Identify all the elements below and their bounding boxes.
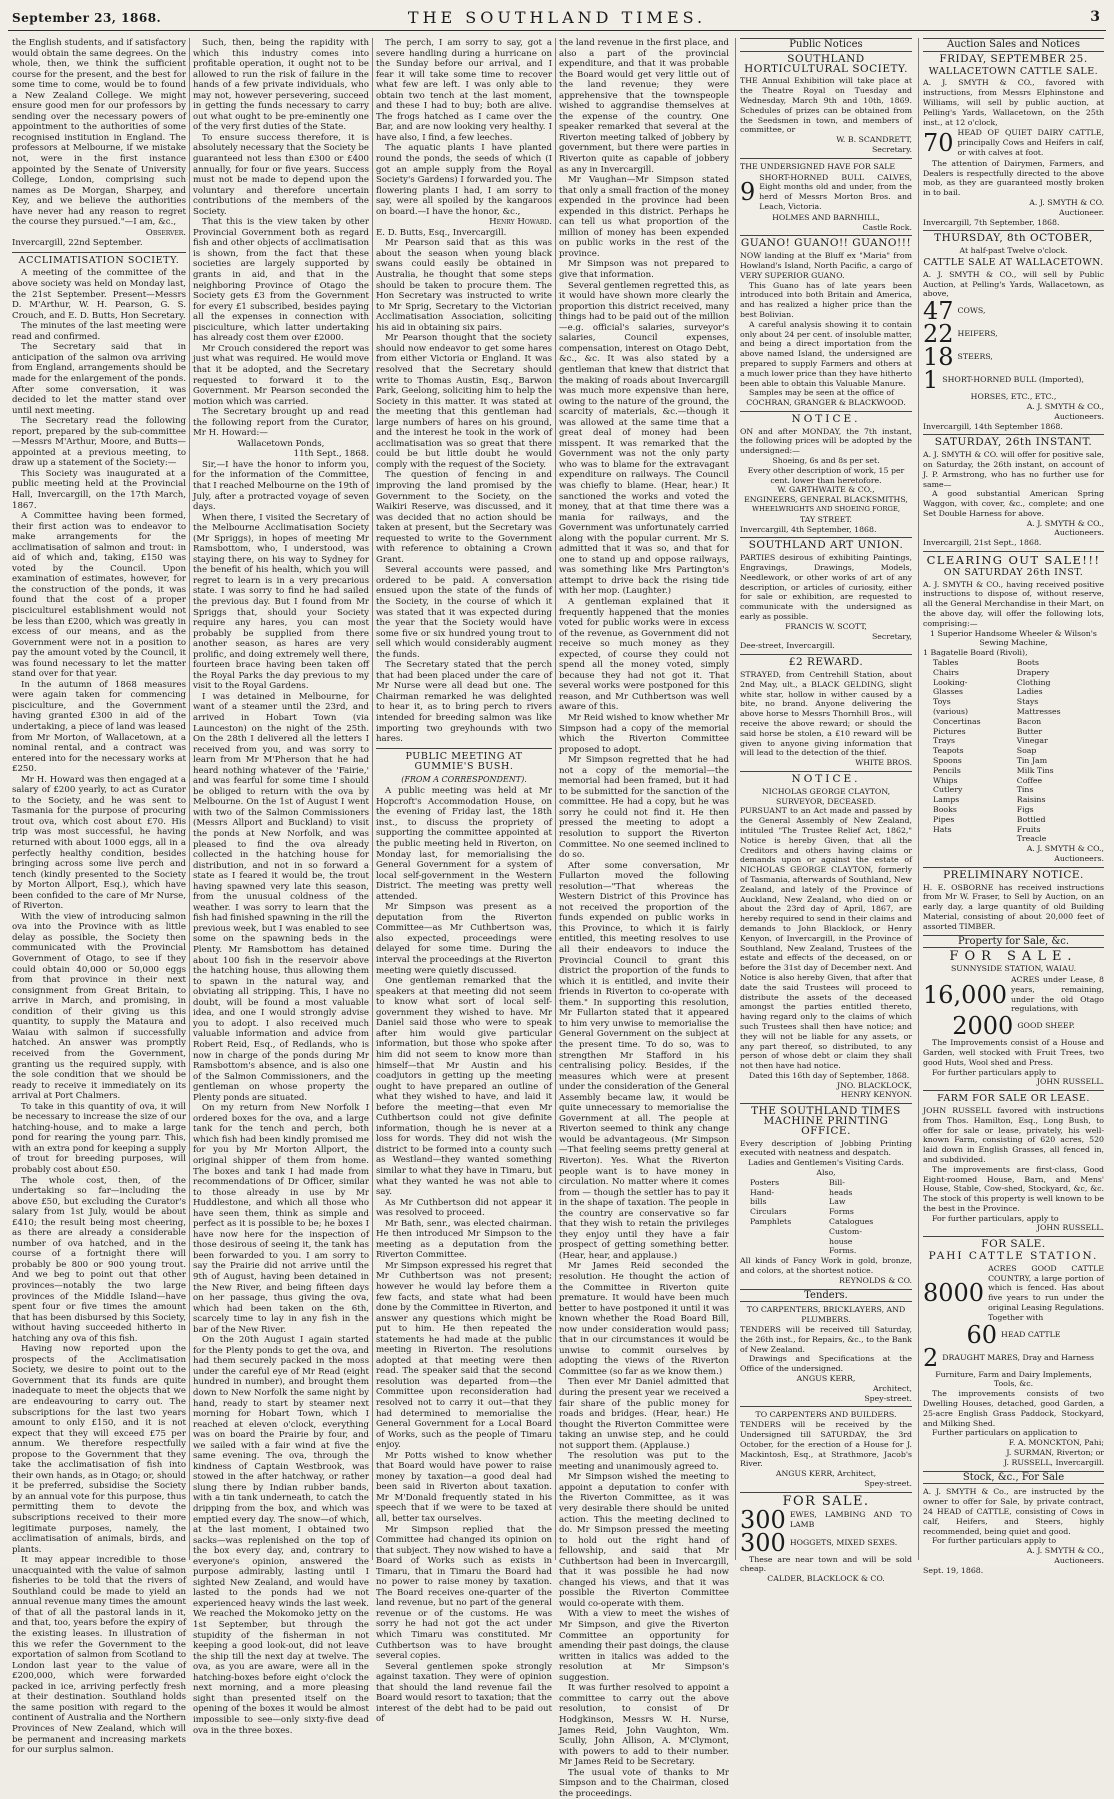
ad-title: FOR SALE. bbox=[981, 1238, 1046, 1251]
lot-item: Whips bbox=[933, 775, 958, 785]
article-paragraph: Mr Simpson was present as a deputation from the Riverton Committee—as Mr Cuthbertson was, also expected, proceedings were delayed for some time. During the interval the proceedings at the Riverton meeting were quietly discussed. bbox=[376, 902, 552, 976]
ad-body: THE Annual Exhibition will take place at the Theatre Royal on Tuesday and Wednesday, March 9th and 10th, 1869. Schedules of prizes can be obtained from the Seedsmen in town, and members of committee, or bbox=[740, 76, 912, 135]
divider bbox=[12, 252, 186, 253]
lot-item: Ladies Stays bbox=[1016, 687, 1043, 707]
ad-signature: JOHN RUSSELL. bbox=[1036, 1077, 1104, 1087]
ad-item: STEERS, bbox=[957, 352, 993, 362]
ad-item: ACRES GOOD CATTLE COUNTRY, a large portion of which is fenced. Has about five years to run under the original Leasing Regulations. Together with bbox=[988, 1263, 1105, 1322]
letter-dateline: Invercargill, 22nd September. bbox=[12, 238, 143, 249]
article-paragraph: The resolution was put to the meeting and unanimously agreed to. bbox=[559, 1451, 729, 1472]
article-paragraph: One gentleman remarked that the speakers at that meeting did not seem to know what sort of local self-government they wished to have. Mr Daniel said those who were to speak after him would give particular information, but those who spoke after him did not seem to know more than himself—that Mr Austin and his coadjutors in getting up the meeting ought to have prepared an outline of what they wished to have, and laid it before the meeting—that even Mr Cuthbertson could not give definite information, though he is never at a loss for words. They did not wish the district to be formed into a county such as Westland—they wanted something similar to what they have in Timaru, but what they wanted he was not able to say. bbox=[376, 976, 552, 1198]
lot-item: Spoons bbox=[933, 756, 962, 766]
lot-item: Teapots bbox=[933, 746, 964, 756]
ad-body: A. J. SMYTH & CO. will offer for positive sale, on Saturday, the 26th instant, on account of J. P. Armstrong, who has no further use for same— bbox=[923, 450, 1104, 489]
article-paragraph: Mr Vaughan—Mr Simpson stated that only a small fraction of the money expended in the province had been expended in this district. Perhaps he can tell us what proportion of the million of money has been expended on public works in the rest of the province. bbox=[559, 175, 729, 259]
article-byline: (FROM A CORRESPONDENT). bbox=[401, 774, 527, 784]
divider bbox=[740, 537, 912, 538]
sale-date: SATURDAY, 26th INSTANT. bbox=[934, 436, 1093, 449]
column-6-auction-sales bbox=[923, 38, 1105, 1575]
ad-signature: Spey-street. bbox=[864, 1393, 912, 1403]
section-header: Public Notices bbox=[740, 38, 912, 52]
column-rule bbox=[189, 38, 190, 1560]
ad-signature: CALDER, BLACKLOCK & CO. bbox=[767, 1574, 885, 1584]
service-item: Pamphlets bbox=[750, 1217, 792, 1227]
ad-signature: JNO. BLACKLOCK, bbox=[836, 1080, 912, 1090]
lot-item: Pencils bbox=[933, 765, 961, 775]
ad-signature: Spey-street. bbox=[864, 1478, 912, 1488]
ad-title: THE UNDERSIGNED HAVE FOR SALE bbox=[740, 161, 896, 171]
article-paragraph: On the 20th August I again started for the Plenty ponds to get the ova, and had them securely packed in the moss under the careful eye of Mr Read (eight hundred in number), and brought them down to New Norfolk the same night by hand, ready to start by steamer next morning for Hobart Town, which I reached at eleven o'clock, everything was on board the Prairie by four, and we sailed with a fair wind at five the same evening. The ova, through the kindness of Captain Westbrook, was stowed in the after hatchway, or rather slung there by Indian rubber bands, with a tin tank underneath, to catch the dripping from the box, and which was emptied every day. The snow—of which, at the last moment, I obtained two sacks—was replenished on the top of the box every day, and, contrary to everyone's opinion, answered the purpose admirably, lasting until I sighted New Zealand, and would have lasted to the ponds had we not experienced heavy winds the last week. We reached the Mokomoko jetty on the 1st September, but through the stupidity of the fisherman in not keeping a good look-out, did not leave the ship till the next day at twelve. The ova, as you are aware, were all in the hatching-boxes before eight o'clock the next morning, and a more pleasing sight than presented itself on the opening of the boxes it would be almost impossible to see—only sixty-five dead ova in the three boxes. bbox=[193, 1335, 369, 1736]
article-paragraph: After some conversation, Mr Fullarton moved the following resolution—"That whereas the Western District of this Province has not received the proportion of the funds expended on public works in this Province, to which it is fairly entitled, this meeting resolves to use all their endeavors to induce the Provincial Council to grant this district the proportion of the funds to which it is entitled, and invite their friends in Riverton to co-operate with them." In supporting this resolution, Mr Fullarton stated that it appeared to him very unwise to memorialise the General Government on the subject at the present time. To do so, was to strengthen Mr Stafford in his centralising policy. Besides, if the measures which were at present under the consideration of the General Assembly became law, it would be quite unnecessary to memorialise the Government at all. The people at Riverton seemed to think any change would be advantageous. (Mr Simpson—That feeling seems pretty general at Riverton). Yes. What the Riverton people want is to have money in circulation. No matter where it comes from — though the settler has to pay it in the shape of taxation. The people in the country are conservative so far that they wish to retain the privileges they enjoy until they have a fair prospect of getting something better. (Hear, hear, and applause.) bbox=[559, 860, 729, 1261]
ad-quantity-row bbox=[740, 1505, 912, 1534]
ad-quantity-row bbox=[740, 1528, 912, 1557]
article-paragraph: Several accounts were passed, and ordered to be paid. A conversation ensued upon the state of the funds of the Society, in the course of which it was stated that it was expected during the year that the Society would have some five or six hundred young trout to sell which would considerably augment the funds. bbox=[376, 565, 552, 660]
ad-quantity: 22 bbox=[923, 320, 954, 349]
ad-item: HEIFERS, bbox=[957, 329, 998, 339]
article-headline: PUBLIC MEETING AT GUMMIE'S BUSH. bbox=[405, 750, 523, 773]
column-rule bbox=[918, 38, 919, 1560]
ad-signature: Secretary. bbox=[871, 144, 912, 154]
ad-title: WALLACETOWN CATTLE SALE. bbox=[928, 65, 1099, 77]
lot-item: Milk Tins bbox=[1016, 765, 1054, 775]
ad-body: A. J. SMYTH & CO., will sell by Public Auction, at Pelling's Yards, Wallacetown, as above, bbox=[923, 269, 1104, 299]
article-paragraph: Several gentlemen spoke strongly against taxation. They were of opinion that should the land revenue fail the Board would resort to taxation; that the interest of the debt had to be paid out of bbox=[376, 1661, 552, 1725]
column-rule bbox=[372, 38, 373, 1560]
article-paragraph: It was further resolved to appoint a committee to carry out the above resolution, to consist of Dr Hodgkinson, Messrs W. H. Nurse, James Reid, John Vaughton, Wm. Scully, John Allison, A. M'Clymont, with powers to add to their number. Mr James Reid to be Secretary. bbox=[559, 1683, 729, 1768]
ad-item: DRAUGHT MARES, Dray and Harness bbox=[942, 1352, 1094, 1362]
article-paragraph: Mr Pearson said that as this was about the season when young black swans could easily be obtained in Australia, he thought that some steps should be taken to procure them. The Hon Secretary was instructed to write to Mr Sprig, Secretary to the Victorian Acclimatisation Association, soliciting his aid in obtaining six pairs. bbox=[376, 238, 552, 333]
ad-quantity-row bbox=[923, 975, 1104, 1014]
ad-title: CATTLE SALE AT WALLACETOWN. bbox=[923, 256, 1104, 268]
lot-item: Raisins bbox=[1016, 795, 1046, 805]
ad-quantity: 9 bbox=[740, 178, 756, 207]
service-item: Circulars bbox=[750, 1207, 787, 1217]
article-paragraph: Mr Reid wished to know whether Mr Simpson had a copy of the memorial which the Riverton Committee proposed to adopt. bbox=[559, 713, 729, 755]
ad-signature: Auctioneer. bbox=[1059, 207, 1104, 217]
article-paragraph: The usual vote of thanks to Mr Simpson and to the Chairman, closed the proceedings. bbox=[559, 1767, 729, 1799]
lot-item: Pictures bbox=[933, 726, 966, 736]
ad-body: Samples may be seen at the office of bbox=[749, 388, 894, 398]
article-paragraph: Mr Bath, senr., was elected chairman. He then introduced Mr Simpson to the meeting as a deputation from the Riverton Committee. bbox=[376, 1218, 552, 1261]
ad-date: Invercargill, 4th September, 1868. bbox=[740, 524, 877, 534]
lot-item: Tin Jam bbox=[1016, 756, 1048, 766]
section-header: Stock, &c., For Sale bbox=[923, 1471, 1104, 1485]
service-item: Custom-house Forms. bbox=[829, 1226, 862, 1256]
article-paragraph: Then ever Mr Daniel admitted that during the present year we received a fair share of the public money for roads and bridges. (Hear, hear.) He thought the Riverton Committee were taking an unwise step, and he could not support them. (Applause.) bbox=[559, 1377, 729, 1451]
ad-signature: A. J. SMYTH & CO. bbox=[1029, 197, 1104, 207]
divider bbox=[740, 771, 912, 772]
article-headline: ACCLIMATISATION SOCIETY. bbox=[18, 254, 180, 266]
ad-title: NOTICE. bbox=[791, 412, 861, 425]
lot-item: Tables bbox=[933, 658, 959, 668]
lot-item: Vinegar bbox=[1016, 736, 1048, 746]
divider bbox=[740, 1406, 912, 1407]
ad-signature: ENGINEERS, GENERAL BLACKSMITHS, bbox=[744, 495, 908, 505]
article-paragraph: The Secretary said that in anticipation of the salmon ova arriving from England, arrangements should be made for the enlargement of the ponds. After some conversation, it was decided to let the matter stand over until next meeting. bbox=[12, 342, 186, 416]
ad-item: HEAD CATTLE bbox=[1001, 1329, 1061, 1339]
ad-title: FOR SALE. bbox=[949, 949, 1078, 965]
ad-signature: Auctioneers. bbox=[1054, 1556, 1104, 1565]
lot-item: Looking-Glasses bbox=[933, 677, 968, 697]
ad-line: Shoeing, 6s and 8s per set. bbox=[772, 456, 880, 466]
ad-quantity-row bbox=[923, 1012, 1104, 1041]
lot-item: Concertinas bbox=[933, 716, 981, 726]
ad-quantity-row bbox=[923, 128, 1104, 157]
divider bbox=[376, 748, 552, 749]
section-header: Property for Sale, &c. bbox=[923, 935, 1104, 949]
article-paragraph: A meeting of the committee of the above society was held on Monday last, the 21st September. Present—Messrs D. M'Arthur, W. H. Pearson, G. S. Crouch, and E. D. Butts, Hon Secretary. bbox=[12, 268, 186, 321]
ad-signature: REYNOLDS & CO. bbox=[839, 1275, 912, 1285]
article-paragraph: With a view to meet the wishes of Mr Simpson, and give the Riverton Committee an opportunity for amending their past doings, the clause written in italics was added to the resolution at Mr Simpson's suggestion. bbox=[559, 1609, 729, 1683]
ad-signature: Secretary, bbox=[871, 631, 912, 641]
ad-title: SOUTHLAND HORTICULTURAL SOCIETY. bbox=[744, 52, 908, 75]
ad-line: Ladies and Gentlemen's Visiting Cards. bbox=[748, 1158, 904, 1168]
ad-body: ON and after MONDAY, the 7th instant, the following prices will be adopted by the undersigned:— bbox=[740, 426, 912, 456]
ad-quantity-row bbox=[923, 1320, 1104, 1349]
ad-quantity: 47 bbox=[923, 297, 954, 326]
service-item: Law Forms bbox=[829, 1197, 854, 1217]
article-paragraph: As Mr Cuthbertson did not appear it was resolved to proceed. bbox=[376, 1197, 552, 1219]
ad-body: Further particulars on application to bbox=[932, 1428, 1078, 1438]
ad-body: A careful analysis showing it to contain only about 24 per cent. of insoluble matter, and being a direct importation from the above named Island, the undersigned are prepared to supply Farmers and others at a much lower price than they have hitherto been able to obtain this Valuable Manure. bbox=[740, 319, 912, 388]
service-item: Posters bbox=[750, 1177, 780, 1187]
ad-body: NOW landing at the Bluff ex "Maria" from Howland's Island, North Pacific, a cargo of VERY SUPERIOR GUANO. bbox=[740, 251, 912, 280]
ad-body: The improvements consists of two Dwelling Houses, detached, good Garden, a 25-acre English Grass Paddock, Stockyard, and Milking Shed. bbox=[923, 1389, 1104, 1428]
article-paragraph: Mr H. Howard was then engaged at a salary of £200 yearly, to act as Curator to the Society, and he was sent to Tasmania for the purpose of procuring trout ova, which cost about £70. His trip was most successful, he having returned with about 1000 eggs, all in a perfectly healthy condition, besides bringing across some live perch and tench (kindly presented to the Society by Morton Allport, Esq.), which have been confided to the care of Mr Nurse, of Riverton. bbox=[12, 774, 186, 912]
lot-item: Hats bbox=[933, 824, 952, 834]
ad-signature: J. RUSSELL, Invercargill. bbox=[1003, 1457, 1104, 1467]
article-paragraph: The question of fencing in and improving the land promised by the Government to the Society, on the Waikiri Reserve, was discussed, and it was decided that no action should be taken at present, but the Secretary was requested to write to the Government with reference to obtaining a Crown Grant. bbox=[376, 470, 552, 565]
ad-quantity-row bbox=[923, 343, 1104, 372]
report-signature: Henry Howard. bbox=[489, 217, 552, 228]
ad-item: GOOD SHEEP. bbox=[1017, 1021, 1075, 1031]
article-paragraph: Mr Simpson expressed his regret that Mr Cuthbertson was not present; however he would lay before them a few facts, and state what had been done by the Committee in Riverton, and answer any questions which might be put to him. He then repeated the statements he had made at the public meeting in Riverton. The resolutions adopted at that meeting were then read. The speaker said that the second resolution was departed from—the Committee upon reconsideration had resolved not to carry it out—that they had determined to memorialise the General Government for a Local Board of Works, such as the people of Timaru enjoy. bbox=[376, 1260, 552, 1451]
article-paragraph: To take in this quantity of ova, it will be necessary to increase the size of our hatching-house, and to make a large pond for rearing the young parr. This, with an extra pond for keeping a supply of trout for breeding purposes, will probably cost about £50. bbox=[12, 1101, 187, 1175]
ad-title: TO CARPENTERS AND BUILDERS. bbox=[755, 1410, 897, 1420]
ad-signature: A. J. SMYTH & CO., bbox=[1026, 1546, 1104, 1556]
sale-date: FRIDAY, SEPTEMBER 25. bbox=[939, 52, 1088, 65]
ad-body: The Improvements consist of a House and Garden, well stocked with Fruit Trees, two good Huts, Wool shed and Press. bbox=[923, 1038, 1104, 1067]
ad-signature: TAY STREET. bbox=[799, 514, 853, 524]
ad-signature: WHEELWRIGHTS AND SHOEING FORGE, bbox=[751, 505, 901, 514]
ad-title: TO CARPENTERS, BRICKLAYERS, AND PLUMBERS. bbox=[746, 1305, 906, 1325]
ad-body: TENDERS will be received till Saturday, the 26th inst., for Repairs, &c., to the Bank of New Zealand. bbox=[740, 1325, 912, 1354]
article-paragraph: Mr Simpson wished the meeting to appoint a deputation to confer with the Riverton Committee, as it was very desirable there should be united action. This the meeting declined to do. Mr Simpson pressed the meeting to hold out the right hand of fellowship, and said that Mr Cuthbertson had been in Invercargill, that it was possible he had now changed his views, and that it was possible the Riverton Committee would co-operate with them. bbox=[559, 1472, 729, 1609]
lot-item: Books bbox=[933, 805, 957, 814]
lot-item: Lamps bbox=[933, 795, 960, 805]
masthead bbox=[8, 4, 1106, 31]
ad-line: Furniture, Farm and Dairy Implements, Tools, &c. bbox=[935, 1369, 1092, 1389]
ad-title: NOTICE. bbox=[791, 772, 861, 785]
ad-quantity: 300 bbox=[740, 1505, 786, 1534]
ad-body: A. J. SMYTH & Co., are instructed by the owner to offer for Sale, by private contract, 24 HEAD of CATTLE, consisting of Cows in calf, Heifers, and Steers, highly recommended, being quiet and good. bbox=[923, 1487, 1104, 1536]
ad-quantity-row bbox=[923, 366, 1104, 395]
sale-time: At half-past Twelve o'clock. bbox=[959, 246, 1068, 256]
ad-signature: JOHN RUSSELL. bbox=[1036, 1223, 1104, 1233]
ad-address: Dee-street, Invercargill. bbox=[740, 641, 835, 651]
ad-signature: A. J. SMYTH & CO., bbox=[1026, 518, 1104, 528]
lot-item: Toys (various) bbox=[933, 697, 969, 717]
article-paragraph: A public meeting was held at Mr Hopcroft's Accommodation House, on the evening of Friday last, the 18th inst., to discuss the propriety of supporting the committee appointed at the public meeting held in Riverton, on Monday last, for memorialising the General Government for a system of local self-government in the Western District. The meeting was pretty well attended. bbox=[376, 786, 552, 902]
ad-signature: W. GARTHWAITE & CO., bbox=[777, 485, 875, 495]
ad-subtitle: PAHI CATTLE STATION. bbox=[928, 1250, 1099, 1263]
column-3 bbox=[376, 38, 552, 1725]
lot-item: Bacon bbox=[1016, 716, 1042, 726]
column-rule bbox=[735, 38, 736, 1560]
ad-body: TENDERS will be received by the Undersigned till SATURDAY, the 3rd October, for the erection of a House for J. Mackintosh, Esq., at Strathmore, Jacob's River. bbox=[740, 1420, 912, 1469]
ad-signature: W. B. SCANDRETT, bbox=[836, 135, 912, 145]
service-item: Catalogues bbox=[829, 1217, 874, 1227]
ad-quantity: 2000 bbox=[952, 1012, 1014, 1041]
sale-date: ON SATURDAY 26th INST. bbox=[943, 566, 1084, 578]
section-header: Auction Sales and Notices bbox=[923, 38, 1104, 52]
ad-body: For further particulars apply to bbox=[932, 1067, 1057, 1077]
lot-item: Trays bbox=[933, 736, 955, 746]
ad-signature: J. SURMAN, Riverton; or bbox=[1006, 1448, 1104, 1458]
ad-signature: Auctioneers. bbox=[1054, 411, 1104, 421]
lot-item: Butter bbox=[1016, 726, 1043, 736]
lot-item: Drapery bbox=[1016, 667, 1050, 677]
ad-body: STRAYED, from Centrehill Station, about 2nd May, ult., a BLACK GELDING, slight white star, hollow in wither caused by a bite, no brand. Anyone delivering the above horse to Messrs Thornhill Bros., will receive the above reward; or should the said horse be stolen, a £10 reward will be given to anyone giving information that will lead to the detection of the thief. bbox=[740, 670, 912, 758]
ad-line: Also, bbox=[816, 1168, 836, 1178]
article-paragraph: The Secretary stated that the perch that had been placed under the care of Mr Nurse were all dead but one. The Chairman remarked he was delighted to hear it, as to bring perch to rivers intended for breeding salmon was like importing two greyhounds with two hares. bbox=[376, 660, 552, 745]
article-paragraph: Having now reported upon the prospects of the Acclimatisation Society, we desire to point out to the Government that its funds are quite inadequate to meet the objects that we are endeavouring to carry out. The subscriptions for the last two years amount to only £150, and it is not expect that they will exceed £75 per annum. We therefore respectfully propose to the Government that they take the acclimatisation of fish into their own hands, as in Otago; or, should it be preferred, subsidise the Society by an annual vote for this purpose, thus permitting them to devote the subscriptions received to their more legitimate purposes, namely, the acclimatisation of animals, birds, and plants. bbox=[12, 1344, 186, 1555]
article-paragraph: It may appear incredible to those unacquainted with the value of salmon fisheries to be told that the rivers of Southland could be made to yield an annual revenue many times the amount of that of all the pastoral lands in it, and that, too, years before the expiry of the existing leases. In illustration of this we refer the Government to the exportation of salmon from Scotland to London last year to the value of £200,000, which were forwarded packed in ice, arriving perfectly fresh at their destination. Southland holds the same position with regard to the continent of Australia and the Northern Provinces of New Zealand, which will be permanent and increasing markets for our surplus salmon. bbox=[12, 1555, 186, 1756]
ad-signature: F. A. MONCKTON, Pahi; bbox=[1008, 1438, 1104, 1448]
lot-item: Soap bbox=[1016, 746, 1037, 756]
article-paragraph: A gentleman explained that it frequently happened that the monies voted for public works were in excess of the revenue, as Government did not receive so much money as they expected, of course they could not spend all the money voted, simply because they had not got it. That several works were postponed for this reason, and Mr Cuthbertson was well aware of this. bbox=[559, 596, 729, 713]
article-paragraph: That this is the view taken by other Provincial Government both as regard fish and other objects of acclimatisation is shown, from the fact that these societies are largely supported by grants in aid, and that in the neighboring Province of Otago the Society gets £3 from the Government for every £1 subscribed, besides paying all the expenses in connection with pisciculture, which latter undertaking has already cost them over £2000. bbox=[193, 217, 369, 344]
lot-item: Coffee Tins bbox=[1016, 775, 1043, 795]
ad-item: HEAD OF QUIET DAIRY CATTLE, principally Cows and Heifers in calf, or with calves at foot. bbox=[957, 128, 1104, 157]
ad-quantity: 16,000 bbox=[923, 980, 1007, 1009]
ad-item: EWES, LAMBING AND TO LAMB bbox=[789, 1509, 912, 1529]
divider bbox=[740, 654, 912, 655]
lot-item: Chairs bbox=[933, 667, 959, 677]
article-paragraph: The perch, I am sorry to say, got a severe handling during a hurricane on the Sunday before our arrival, and I fear it will take some time to recover what few are left. I was only able to obtain two tench at the last moment, and these I had to buy; both are alive. The frogs hatched as I came over the Bar, and are now looking very healthy. I have also, I find, a few leeches. bbox=[376, 38, 552, 143]
section-header: Tenders. bbox=[740, 1289, 912, 1303]
ad-quantity-row bbox=[740, 173, 912, 212]
ad-item: SHORT-HORNED BULL (Imported), bbox=[942, 375, 1085, 385]
ad-body: A. J. SMYTH & CO., having received positive instructions to dispose of, without reserve, all the General Merchandise in their Mart, on the above day, will offer the following lots, comprising:— bbox=[923, 579, 1104, 628]
ad-body: The attention of Dairymen, Farmers, and Dealers is respectfully directed to the above mob, as they are guaranteed mostly broken in to bail. bbox=[923, 158, 1104, 198]
ad-body: PARTIES desirous of exhibiting Paintings, Engravings, Drawings, Models, Needlework, or other works of art of any description, or articles of curiosity, either for sale or exhibition, are requested to communicate with the undersigned as early as possible. bbox=[740, 553, 912, 622]
article-paragraph: the land revenue in the first place, and also a part of the provincial expenditure, and that it was probable the Board would get very little out of the land revenue; they were apprehensive that the townspeople wished to aggrandise themselves at the expense of the country. One speaker remarked that several at the Riverton meeting talked of jobbery by government, but there were parties in Riverton quite as capable of jobbery as any in Invercargill. bbox=[559, 38, 729, 175]
ad-body: H. E. OSBORNE has received instructions from Mr W. Fraser, to Sell by Auction, on an early day, a large quantity of old Building Material, consisting of about 20,000 feet of assorted TIMBER. bbox=[923, 882, 1104, 931]
divider bbox=[740, 158, 912, 159]
article-paragraph: Sir,—I have the honor to inform you, for the information of the Committee, that I reached Melbourne on the 19th of July, after a protracted voyage of seven days. bbox=[193, 459, 369, 513]
page-number: 3 bbox=[1090, 9, 1100, 25]
ad-date: Invercargill, 14th September 1868. bbox=[923, 421, 1063, 431]
ad-body: This Guano has of late years been introduced into both Britain and America, and has realized a higher price than the best Bolivian. bbox=[740, 280, 912, 319]
ad-signature: WHITE BROS. bbox=[855, 758, 912, 768]
ad-signature: A. J. SMYTH & CO., bbox=[1026, 401, 1104, 411]
article-paragraph: Mr Simpson was not prepared to give that information. bbox=[559, 259, 729, 281]
article-paragraph: The minutes of the last meeting were read and confirmed. bbox=[12, 321, 186, 342]
ad-item: 1 Bagatelle Board (Rivoli), bbox=[923, 648, 1028, 658]
ad-title: FOR SALE. bbox=[782, 1493, 870, 1509]
column-2 bbox=[193, 38, 369, 1736]
report-addressee: E. D. Butts, Esq., Invercargill. bbox=[376, 227, 507, 238]
lot-item: Boots bbox=[1016, 658, 1039, 668]
ad-title: FARM FOR SALE OR LEASE. bbox=[937, 1093, 1090, 1105]
ad-title: PRELIMINARY NOTICE. bbox=[943, 868, 1084, 881]
article-paragraph: The whole cost, then, of the undertaking so far—including the above £50, but excluding the Curator's salary from 1st July, would be about £410; the result being most cheering, as there are already a considerable number of ova hatched, and in the course of a fortnight there will probably be 800 or 900 young trout. And we beg to point out that other provinces—notably the two large provinces of the Middle Island—have spent four or five times the amount that has been disbursed by this Society, without having succeeded hitherto in hatching any ova of this fish. bbox=[12, 1175, 186, 1344]
ad-date: Sept. 19, 1868. bbox=[923, 1565, 984, 1575]
lot-item: Mattresses bbox=[1016, 707, 1061, 717]
divider bbox=[740, 235, 912, 236]
ad-line: HORSES, ETC., ETC., bbox=[970, 392, 1057, 402]
divider bbox=[740, 1492, 912, 1493]
divider bbox=[923, 1236, 1104, 1237]
service-item: Bill-heads bbox=[829, 1177, 853, 1197]
ad-signature: FRANCIS W. SCOTT, bbox=[785, 621, 867, 631]
article-paragraph: Mr Potts wished to know whether that Board would have power to raise money by taxation—a good deal had been said in Riverton about taxation. Mr M'Donald frequently stated in his speech that if we were to be taxed at all, better tax ourselves. bbox=[376, 1450, 552, 1525]
ad-body: These are near town and will be sold cheap. bbox=[740, 1554, 912, 1574]
article-paragraph: To ensure success therefore, it is absolutely necessary that the Society be guaranteed not less than £300 or £400 annually, for four or five years. Success must not be made to depend upon the voluntary and therefore uncertain contributions of the members of the Society. bbox=[193, 132, 369, 217]
ad-subtitle: SUNNYSIDE STATION, WAIAU. bbox=[950, 964, 1077, 974]
article-paragraph: I was detained in Melbourne, for want of a steamer until the 23rd, and arrived in Hobart Town (via Launceston) on the night of the 25th. On the 28th I delivered all the letters I received from you, and was sorry to learn from Mr M'Pherson that he had heard nothing whatever of the 'Fairie,' and was fearful for some time I should be obliged to return with the ova by Melbourne. On the 1st of August I went with two of the Salmon Commissioners (Messrs Allport and Buckland) to visit the ponds at New Norfolk, and was pleased to find the ova already collected in the hatching house for distribution, and not in so forward a state as I feared it would be, the trout having spawned very late this season, from the unusual coldness of the weather. I was sorry to learn that the fish had finished spawning in the rill the previous week, but I was enabled to see some on the spawning beds in the Plenty. Mr Ramsbottom has detained about 100 fish in the reservoir above the hatching house, thus allowing them to spawn in the natural way, and obviating all stripping. This, I have no doubt, will be found a most valuable idea, and one I would strongly advise you to adopt. I also received much valuable information and advice from Robert Reid, Esq., of Redlands, who is now in charge of the ponds during Mr Ramsbottom's absence, and is also one of the Salmon Commissioners, and the gentleman on whose property the Plenty ponds are situated. bbox=[193, 691, 369, 1103]
ad-signature: Architect, bbox=[873, 1383, 912, 1393]
article-paragraph: The Secretary brought up and read the following report from the Curator, Mr H. Howard:— bbox=[193, 407, 369, 439]
ad-body: All kinds of Fancy Work in gold, bronze, and colors, at the shortest notice. bbox=[740, 1256, 912, 1276]
ad-signature: ANGUS KERR, Architect, bbox=[775, 1469, 877, 1479]
ad-quantity: 8000 bbox=[923, 1279, 985, 1308]
ad-body: JOHN RUSSELL favored with instructions from Thos. Hamilton, Esq., Long Bush, to offer for sale or lease, privately, his well-known Farm, consisting of 620 acres, 520 laid down in English Grasses, all fenced in, and subdivided. bbox=[923, 1105, 1104, 1164]
ad-quantity: 18 bbox=[923, 343, 954, 372]
ad-quantity: 300 bbox=[740, 1528, 786, 1557]
ad-signature: HOLMES AND BARNHILL, bbox=[772, 212, 880, 222]
report-date: 11th Sept., 1868. bbox=[293, 449, 369, 460]
article-paragraph: Mr James Reid seconded the resolution. He thought the action of the Committee in Riverton quite premature. It would have been much better to have postponed it until it was known whether the Road Board Bill, now under consideration would pass; that in our circumstances it would be unwise to commit ourselves by adopting the views of the Riverton Committee (so far as we know them.) bbox=[559, 1261, 729, 1377]
ad-quantity-row bbox=[923, 320, 1104, 349]
article-paragraph: This Society was inaugurated at a public meeting held at the Provincial Hall, Invercargill, on the 17th March, 1867. bbox=[12, 468, 186, 511]
ad-date: Dated this 16th day of September, 1868. bbox=[749, 1070, 910, 1080]
ad-item: COWS, bbox=[957, 306, 986, 316]
column-5-public-notices bbox=[740, 38, 912, 1584]
sale-date: THURSDAY, 8th OCTOBER, bbox=[934, 232, 1093, 245]
lot-item: Bottled Fruits bbox=[1016, 814, 1046, 834]
divider bbox=[923, 551, 1104, 552]
ad-line: Every other description of work, 15 per cent. lower than heretofore. bbox=[747, 465, 905, 485]
ad-subtitle: NICHOLAS GEORGE CLAYTON, SURVEYOR, DECEASED. bbox=[761, 786, 891, 806]
article-paragraph: Mr Pearson thought that the society should now endeavor to get some hares from either Victoria or England. It was resolved that the Secretary should write to Thomas Austin, Esq., Barwon Park, Geelong, soliciting him to help the Society in this matter. It was stated at the meeting that this gentleman had large numbers of hares on his ground, and the interest he took in the work of acclimatisation was so great that there could be but little doubt he would comply with the request of the Society. bbox=[376, 333, 552, 470]
ad-body: Drawings and Specifications at the Office of the undersigned. bbox=[740, 1354, 912, 1374]
column-4 bbox=[559, 38, 729, 1799]
lot-item: Cutlery bbox=[933, 785, 963, 795]
divider bbox=[923, 1090, 1104, 1091]
article-paragraph: In the autumn of 1868 measures were again taken for commencing pisciculture, and the Government having granted £300 in aid of the undertaking, a piece of land was leased from Mr Morton, of Wallacetown, at a nominal rental, and a contract was entered into for the necessary works at £250. bbox=[12, 679, 186, 775]
ad-signature: Auctioneers. bbox=[1054, 528, 1104, 538]
ad-date: Invercargill, 21st Sept., 1868. bbox=[923, 538, 1042, 548]
article-paragraph: On my return from New Norfolk I ordered boxes for the ova, and a large tank for the tench and perch, both which fish had been kindly promised me for you by Mr Morton Allport, the original shipper of them from home. The boxes and tank I had made from recommendations of Dr Officer, similar to those already in use by Mr Huddlestone, and which all those who have seen them, think as simple and perfect as it is possible to be; he boxes I have now here for the inspection of those desirous of seeing it, the tank has been forwarded to you. I am sorry to say the Prairie did not arrive until the 9th of August, having been detained in the New River, and being fifteen days on her passage, thus giving the ova, which had been taken on the 6th, scarcely time to lay in any fish in the bar of the New River. bbox=[193, 1103, 369, 1335]
ad-body: The improvements are first-class, Good Eight-roomed House, Barn, and Mens' House, Stable, Cow-shed, Stockyard, &c, &c. The stock of this property is well known to be the best in the Province. bbox=[923, 1164, 1104, 1213]
article-paragraph: With the view of introducing salmon ova into the Province with as little delay as possible, the Society then communicated with the Provincial Government of Otago, to see if they could obtain 40,000 or 50,000 eggs from that province in their next consignment from Great Britain, to arrive in March, and promising, in condition of their giving us this quantity, to supply the Mataura and Waiau with salmon if successfully hatched. An answer was promptly received from the Government, granting us the required supply, with the sole condition that we should be ready to receive it immediately on its arrival at Port Chalmers. bbox=[12, 911, 186, 1102]
ad-date: Invercargill, 7th September, 1868. bbox=[923, 217, 1060, 227]
lot-item: Clothing bbox=[1016, 677, 1051, 687]
divider bbox=[923, 434, 1104, 435]
newspaper-title: THE SOUTHLAND TIMES. bbox=[407, 8, 707, 27]
ad-item: A good substantial American Spring Waggon, with cover, &c., complete; and one Set Double Harness for above. bbox=[923, 489, 1104, 518]
ad-item: SHORT-HORNED BULL CALVES, Eight months old and under, from the herd of Messrs Morton Bros. and Leach, Victoria. bbox=[759, 172, 912, 211]
ad-body: A. J. SMYTH & CO., favored with instructions, from Messrs Elphinstone and Williams, will sell by public auction, at Pelling's Yards, Wallacetown, on the 25th inst., at 12 o'clock, bbox=[923, 78, 1104, 127]
ad-quantity: 2 bbox=[923, 1343, 939, 1372]
ad-title: £2 REWARD. bbox=[788, 656, 864, 669]
divider bbox=[923, 867, 1104, 868]
article-paragraph: Several gentlemen regretted this, as it would have shown more clearly the proportion this district received, many things had to be paid out of the million—e.g. official's salaries, surveyor's salaries, Council expenses, compensation, interest on Otago Debt, &c., &c. It was also stated by a gentleman that knew that district that the making of roads about Invercargill was much more expensive than here, owing to the nature of the ground, the scarcity of materials, &c.—though it was allowed at the same time that a great deal of money had been misspent. It was remarked that the Government was not the only party who was to blame for the extravagant expenditure on railways. The Council was chiefly to blame. (Hear, hear.) It sanctioned the works and voted the money, that at that time there was a mania for railways, and the Government was unfortunately carried along with the popular current. Mr S. admitted that it was so, and that for one to stand up and oppose railways, was something like Mrs Partington's attempt to drive back the rising tide with her mop. (Laughter.) bbox=[559, 280, 729, 597]
ad-title: SOUTHLAND ART UNION. bbox=[748, 539, 904, 552]
article-paragraph: Mr Simpson replied that the Committee had changed its opinion on that subject. They now wished to have a Board of Works such as exists in Timaru, that in Timaru the Board had no power to raise money by taxation. The Board receives one-quarter of the land revenue, but no part of the general revenue or of the customs. He was sorry he had not got the act under which Timaru was constituted. Mr Cuthbertson was to have brought several copies. bbox=[376, 1524, 552, 1662]
ad-signature: Auctioneers. bbox=[1054, 853, 1104, 863]
article-paragraph: Such, then, being the rapidity with which this industry comes into profitable operation, it ought not to be allowed to run the risk of failure in the hands of a few private individuals, who may not, however persevering, succeed in getting the funds necessary to carry out what ought to be pre-eminently one of the very first duties of the State. bbox=[193, 38, 369, 133]
ad-signature: Castle Rock. bbox=[862, 222, 912, 232]
report-location: Wallacetown Ponds, bbox=[237, 438, 325, 449]
ad-title: GUANO! GUANO!! GUANO!!! bbox=[740, 237, 912, 250]
ad-quantity-row bbox=[923, 1343, 1104, 1372]
ad-signature: ANGUS KERR, bbox=[796, 1374, 856, 1383]
ad-quantity: 1 bbox=[923, 366, 939, 395]
ad-body: For further particulars apply to bbox=[932, 1536, 1057, 1546]
article-paragraph: the English students, and if satisfactory would obtain the same degrees. On the whole, then, we think the sufficient course for the present, and the best for some time to come, would be to found a New Zealand College. We might ensure good men for our professors by sending over the necessary powers of appointment to the authorities of some recognised institution in England. The professors at Melbourne, if we mistake not, were in the first instance appointed by the Senate of University College, London, comprising such names as De Morgan, Sharpey, and Key, and we believe the authorities have never had any reason to regret the course they pursued."—I am, &c., bbox=[12, 38, 186, 228]
printing-services-list bbox=[740, 1178, 912, 1256]
divider bbox=[740, 1103, 912, 1104]
issue-date: September 23, 1868. bbox=[12, 11, 162, 25]
lot-item: Treacle bbox=[1016, 834, 1047, 844]
ad-title: THE SOUTHLAND TIMES MACHINE PRINTING OFFICE. bbox=[751, 1105, 901, 1137]
lot-item: Figs bbox=[1016, 805, 1034, 814]
article-paragraph: A Committee having been formed, their first action was to endeavor to make arrangements for the acclimatisation of salmon and trout: in aid of which and, taking, £150 was voted by the Council. Upon examination of estimates, however, for the construction of the ponds, it was found that the cost of a proper pisciculturel establishment would not be less than £200, which was greatly in excess of our means, and as the Government were not in a position to pay the amount voted by the Council, it was found necessary to let the matter stand over for that year. bbox=[12, 511, 186, 680]
column-1 bbox=[12, 38, 187, 1756]
divider bbox=[923, 230, 1104, 231]
ad-quantity: 70 bbox=[923, 129, 954, 158]
article-paragraph: The Secretary read the following report, prepared by the sub-committee—Messrs M'Arthur, Moore, and Butts—appointed at a previous meeting, to draw up a statement of the Society:— bbox=[12, 416, 186, 469]
ad-body: PURSUANT to an Act made and passed by the General Assembly of New Zealand, intituled "The Trustee Relief Act, 1862," Notice is hereby Given, that all the Creditors and others having claims or demands upon or against the estate of NICHOLAS GEORGE CLAYTON, formerly of Tasmania, afterwards of Southland, New Zealand, and lately of the Province of Auckland, New Zealand, who died on or about the 23rd day of April, 1867, are hereby required to send in their claims and demands to John Blacklock, or Henry Kenyon, of Invercargill, in the Province of Southland, New Zealand, Trustees of the estate and effects of the deceased, on or before the 31st day of December next. And Notice is also hereby Given, that after that date the said Trustees will proceed to distribute the assets of the deceased amongst the parties entitled thereto, having regard only to the claims of which such Trustees shall then have notice; and they will not be liable for any assets, or any part thereof, so distributed, to any person of whose debt or claim they shall not then have had notice. bbox=[740, 806, 912, 1071]
ad-signature: HENRY KENYON. bbox=[840, 1090, 912, 1100]
service-item: Hand-bills bbox=[750, 1187, 775, 1207]
article-paragraph: When there, I visited the Secretary of the Melbourne Acclimatisation Society (Mr Spriggs), in hopes of meeting Mr Ramsbottom, who, I understood, was staying there, on his way to Sydney for the benefit of his health, which you will regret to learn is in a very precarious state. I was sorry to find he had sailed the previous day. But I found from Mr Spriggs that, should your Society require any hares, you can most probably be supplied from there another season, as hares are very prolific, and doing extremely well there, fourteen brace having been taken off the Royal Parks the day previous to my visit to the Royal Gardens. bbox=[193, 512, 369, 692]
lot-item: Pipes bbox=[933, 814, 955, 824]
letter-signature: Observer. bbox=[145, 227, 186, 238]
column-rule bbox=[555, 38, 556, 1560]
ad-item: ACRES under Lease, 8 years, remaining, under the old Otago regulations, with bbox=[1010, 974, 1104, 1014]
ad-signature: A. J. SMYTH & CO., bbox=[1026, 844, 1104, 854]
ad-item: HOGGETS, MIXED SEXES. bbox=[789, 1537, 898, 1547]
ad-item: 1 Superior Handsome Wheeler & Wilson's Sewing Machine, bbox=[930, 628, 1097, 648]
article-paragraph: Mr Simpson regretted that he had not a copy of the memorial—the memorial had been framed, but it had to be submitted for the sanction of the committee. He had a copy, but he was sorry he could not find it. He then pressed the meeting to adopt a resolution to support the Riverton Committee. No one seemed inclined to do so. bbox=[559, 755, 729, 861]
ad-body: For further particulars, apply to bbox=[932, 1213, 1059, 1223]
ad-title: CLEARING OUT SALE!!! bbox=[926, 553, 1101, 568]
article-paragraph: Mr Crouch considered the report was just what was required. He would move that it be adopted, and the Secretary requested to forward it to the Government. Mr Pearson seconded the motion which was carried. bbox=[193, 343, 369, 407]
ad-signature: COCHRAN, GRANGER & BLACKWOOD. bbox=[746, 398, 906, 408]
article-paragraph: The aquatic plants I have planted round the ponds, the seeds of which (I got an ample supply from the Royal Society's Gardens) I forwarded you. The flowering plants I had, I am sorry to say, were all spoiled by the kangaroos on board.—I have the honor, &c., bbox=[376, 143, 552, 217]
ad-quantity: 60 bbox=[966, 1320, 998, 1349]
ad-quantity-row bbox=[923, 297, 1104, 326]
ad-quantity-row bbox=[923, 1264, 1104, 1323]
divider bbox=[740, 411, 912, 412]
auction-lots-list bbox=[923, 658, 1104, 844]
ad-body: Every description of Jobbing Printing executed with neatness and despatch. bbox=[740, 1138, 912, 1158]
